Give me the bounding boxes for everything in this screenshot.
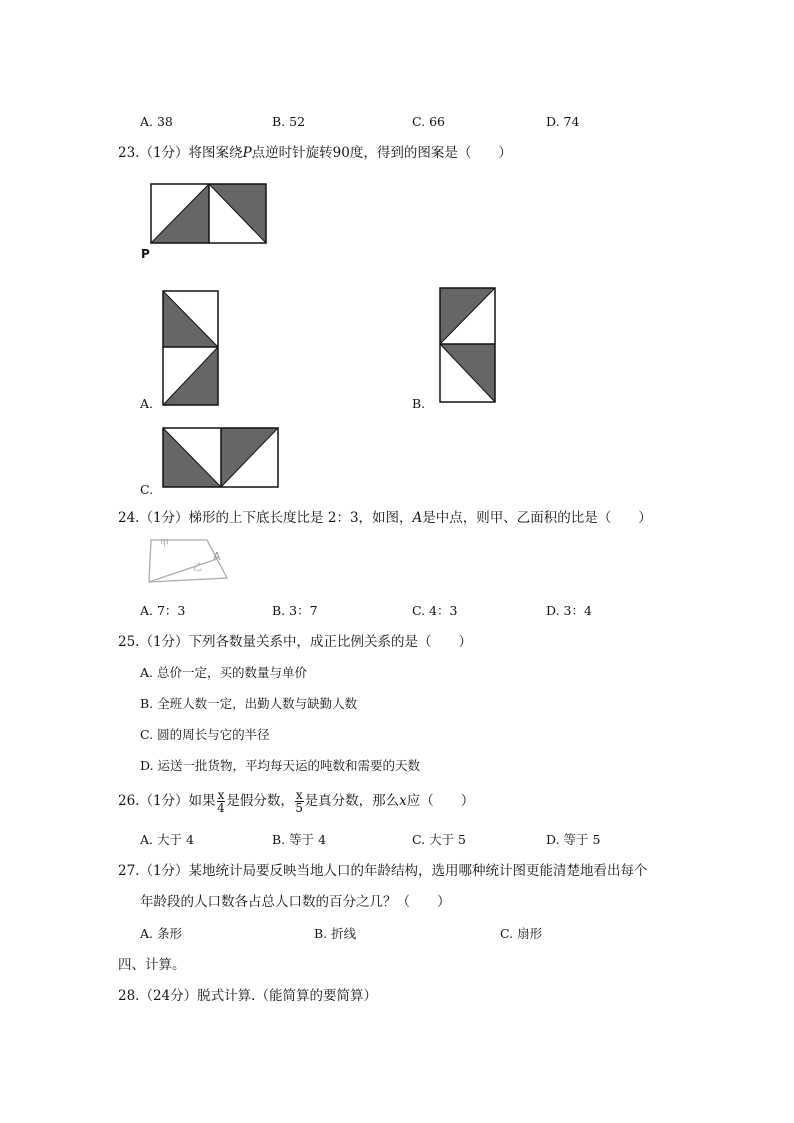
q27-option-a[interactable]: A. 条形 [140, 926, 182, 941]
q24-label-a: A [213, 550, 221, 563]
q22-option-b[interactable]: B. 52 [272, 114, 306, 129]
q27-stem-line2: 年龄段的人口数各占总人口数的百分之几？（ ） [140, 894, 451, 910]
q24-option-c[interactable]: C. 4：3 [412, 603, 458, 618]
q25-stem: 25.（1分）下列各数量关系中，成正比例关系的是（ ） [118, 634, 473, 650]
q26-suffix1: 是真分数，那么 [304, 793, 400, 809]
q23-text-prefix: 23.（1分）将图案绕 [118, 145, 243, 161]
q24-stem [118, 509, 652, 527]
q23-option-c-figure[interactable] [162, 427, 280, 489]
q26-option-c[interactable]: C. 大于 5 [412, 832, 466, 847]
q26-frac1-num: x [217, 788, 225, 802]
section-heading: 四、计算。 [118, 957, 186, 973]
q26-fraction-x-over-4 [217, 789, 226, 814]
q23-text-suffix: 点逆时针旋转90度，得到的图案是（ ） [251, 145, 512, 161]
q24-label-yi: 乙 [193, 563, 203, 573]
q23-original-figure [150, 183, 268, 245]
q25-option-d[interactable]: D. 运送一批货物，平均每天运的吨数和需要的天数 [140, 758, 421, 773]
q24-point-var: A [412, 510, 423, 526]
q26-frac1-den: 4 [217, 801, 225, 815]
q23-option-a-figure[interactable] [162, 290, 220, 408]
q24-option-a[interactable]: A. 7：3 [140, 603, 186, 618]
q27-option-b[interactable]: B. 折线 [314, 926, 357, 941]
q24-option-d[interactable]: D. 3：4 [546, 603, 592, 618]
q25-option-a[interactable]: A. 总价一定，买的数量与单价 [140, 665, 307, 680]
q26-prefix: 26.（1分）如果 [118, 793, 216, 809]
q22-option-c[interactable]: C. 66 [412, 114, 445, 129]
q24-text-suffix: 是中点，则甲、乙面积的比是（ ） [422, 510, 652, 526]
q26-mid: 是假分数， [226, 793, 294, 809]
q28-stem: 28.（24分）脱式计算.（能简算的要简算） [118, 988, 377, 1004]
q27-stem-line1: 27.（1分）某地统计局要反映当地人口的年龄结构，选用哪种统计图更能清楚地看出每个 [118, 863, 648, 879]
q26-option-d[interactable]: D. 等于 5 [546, 832, 601, 847]
q24-label-jia: 甲 [160, 539, 170, 549]
q27-option-c[interactable]: C. 扇形 [500, 926, 543, 941]
q23-option-b-figure[interactable] [439, 287, 497, 405]
q26-option-b[interactable]: B. 等于 4 [272, 832, 327, 847]
q24-text-prefix: 24.（1分）梯形的上下底长度比是 2：3，如图， [118, 510, 413, 526]
q24-option-b[interactable]: B. 3：7 [272, 603, 318, 618]
q25-option-c[interactable]: C. 圆的周长与它的半径 [140, 727, 270, 742]
q26-fraction-x-over-5 [295, 789, 304, 814]
q23-option-a[interactable]: A. [140, 396, 154, 411]
q26-stem [118, 788, 474, 814]
q26-frac2-den: 5 [295, 801, 304, 815]
q22-option-d[interactable]: D. 74 [546, 114, 580, 129]
q26-var: x [399, 793, 407, 809]
q23-option-c[interactable]: C. [140, 482, 154, 497]
q26-suffix2: 应（ ） [406, 793, 475, 809]
q23-option-b[interactable]: B. [412, 396, 426, 411]
q26-option-a[interactable]: A. 大于 4 [140, 832, 194, 847]
q22-option-a[interactable]: A. 38 [140, 114, 173, 129]
q26-frac2-num: x [295, 788, 303, 802]
q23-stem [118, 144, 512, 162]
q23-point-var: P [242, 145, 252, 161]
q25-option-b[interactable]: B. 全班人数一定，出勤人数与缺勤人数 [140, 696, 358, 711]
q23-point-p-label: P [141, 247, 150, 261]
